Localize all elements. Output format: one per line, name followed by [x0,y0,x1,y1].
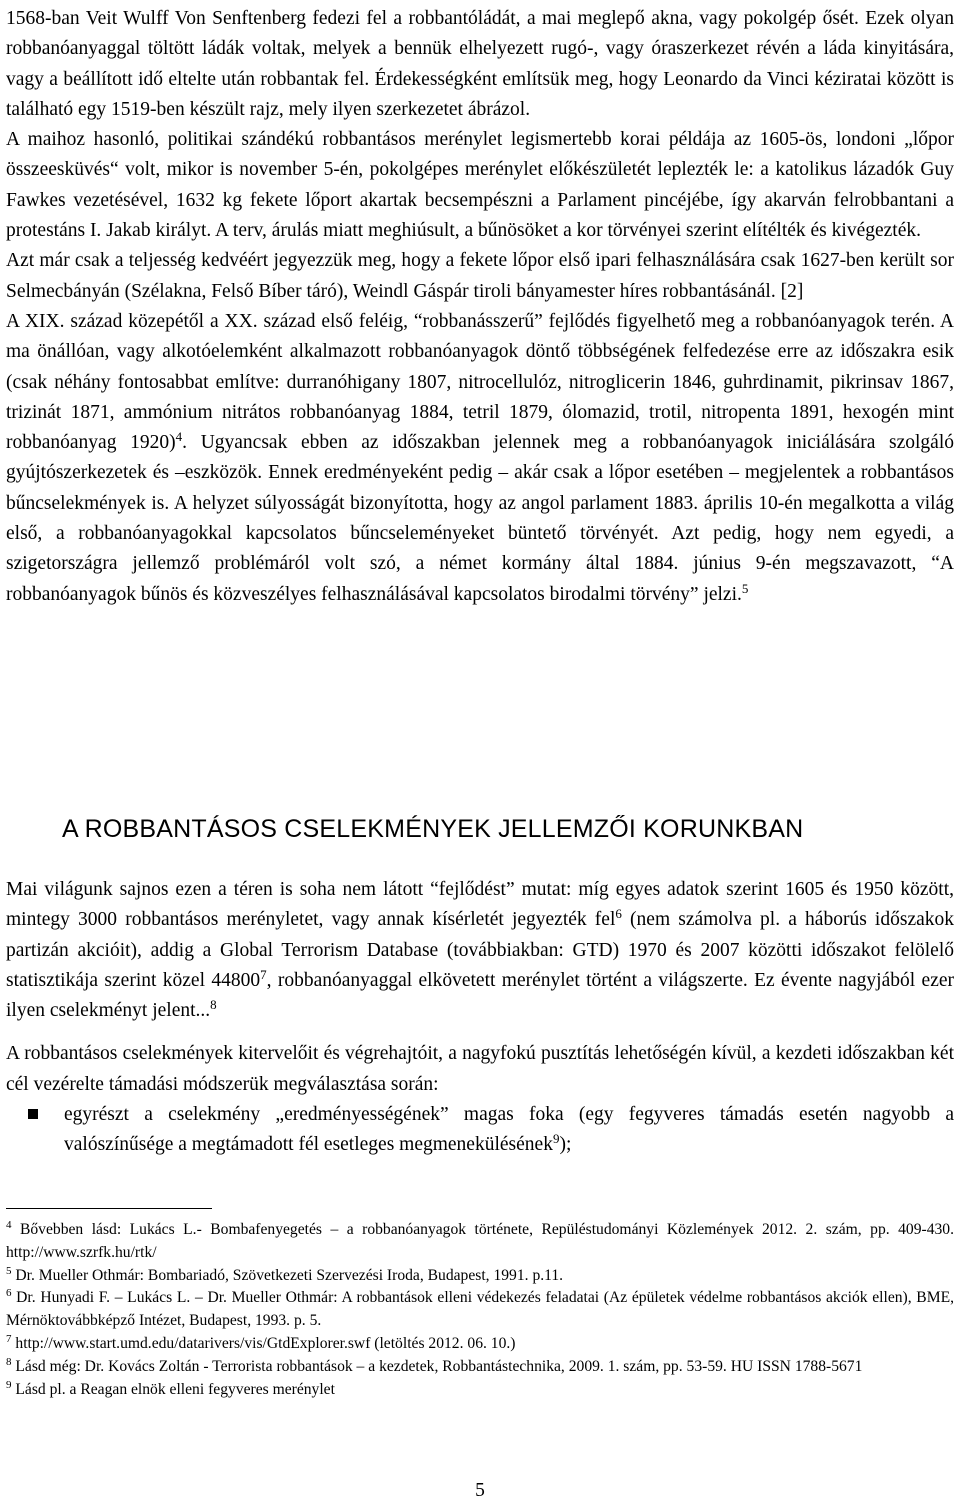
paragraph-19th-century: A XIX. század közepétől a XX. század első feléig, “robbanásszerű” fejlődés figyelhető meg a robbanóanyagok terén. A ma önállóan, vagy alkotóelemként alkalmazott robbanóanyagok döntő többségének felfedezése erre az időszakra esik (csak néhány fontosabbat említve: durranóhigany 1807, nitrocellulóz, nitroglicerin 1846, guhrdinamit, pikrinsav 1867, trizinát 1871, ammónium nitrátos robbanóanyag 1884, tetril 1879, ólomazid, trotil, nitropenta 1891, hexogén mint robbanóanyag 1920)$^4$. Ugyancsak ebben az időszakban jelennek meg a robbanóanyagok iniciálására szolgáló gyújtószerkezetek és –eszközök. Ennek eredményeként pedig – akár csak a lőpor esetében – megjelentek a robbantásos bűncselekmények is. A helyzet súlyosságát bizonyította, hogy az angol parlament 1883. április 10-én megalkotta a világ első, a robbanóanyagokkal kapcsolatos bűncseleményeket büntető törvényét. Azt pedig, hogy nem egyedi, a szigetországra jellemző problémáról volt szó, a német kormány által 1884. június 9-én megszavazott, “A robbanóanyagok bűnös és közveszélyes felhasználásával kapcsolatos birodalmi törvény” jelzi.$^5$ [6,310,955,605]
footnote-ref-5[interactable]: 5 [741,580,749,596]
footnote-9 [6,1379,954,1402]
footnote-number: 4 [6,1219,12,1231]
footnote-8 [6,1356,954,1379]
body-text-top [6,4,954,610]
footnote-text: Dr. Mueller Othmár: Bombariadó, Szövetkezeti Szervezési Iroda, Budapest, 1991. p.11. [11,1266,564,1284]
footnote-number: 8 [6,1355,12,1368]
footnote-text: http://www.start.umd.edu/datarivers/vis/GtdExplorer.swf (letöltés 2012. 06. 10.) [11,1334,516,1352]
paragraph-statistics: Mai világunk sajnos ezen a téren is soha nem látott “fejlődést” mutat: míg egyes adatok szerint 1605 és 1950 között, mintegy 3000 robbantásos merényletet, vagy annak kísérletét jegyezték fel$^6$ (nem számolva pl. a háborús időszakok partizán akcióit), addig a Global Terrorism Database (továbbiakban: GTD) 1970 és 2007 közötti időszakot felölelő statisztikája szerint közel 44800$^7$, robbanóanyaggal elkövetett merénylet történt a világszerte. Ez évente nagyjából ezer ilyen cselekményt jelent...$^8$ [6,879,955,1022]
footnote-text: Lásd pl. a Reagan elnök elleni fegyveres merénylet [11,1380,335,1398]
footnote-ref-6[interactable]: 6 [615,906,622,922]
square-bullet-icon [28,1109,38,1119]
paragraph-selmecbanya: Azt már csak a teljesség kedvéért jegyezzük meg, hogy a fekete lőpor első ipari felhasználására csak 1627-ben került sor Selmecbányán (Szélakna, Felső Bíber táró), Weindl Gáspár tiroli bányamester híres robbantásánál. [2] [6,250,954,302]
paragraph-motivations: A robbantásos cselekmények kitervelőit és végrehajtóit, a nagyfokú pusztítás lehetőségén kívül, a kezdeti időszakban két cél vezérelte támadási módszerük megválasztása során: [6,1043,954,1095]
footnote-ref-7[interactable]: 7 [260,966,267,982]
footnote-separator [6,1208,212,1209]
footnote-number: 6 [6,1287,12,1300]
footnote-4 [6,1219,954,1265]
bullet-item: egyrészt a cselekmény „eredményességének” magas foka (egy fegyveres támadás esetén nagyobb a valószínűsége a megtámadott fél esetleges megmenekülésének$^9$); [6,1100,954,1161]
body-text-section [6,875,954,1161]
page-number: 5 [475,1480,485,1501]
footnote-ref-9[interactable]: 9 [552,1131,560,1147]
footnote-number: 5 [6,1264,12,1277]
paragraph-senftenberg: 1568-ban Veit Wulff Von Senftenberg fedezi fel a robbantóládát, a mai meglepő akna, vagy pokolgép ősét. Ezek olyan robbanóanyaggal töltött ládák voltak, melyek a bennük elhelyezett rugó-, vagy óraszerkezet révén a láda kinyitására, vagy a beállított idő eltelte után robbantak fel. Érdekességként említsük meg, hogy Leonardo da Vinci kéziratai között is található egy 1519-ben készült rajz, mely ilyen szerkezetet ábrázol. [6,8,954,120]
footnote-5 [6,1265,954,1288]
footnotes [6,1219,954,1401]
footnote-ref-4[interactable]: 4 [175,429,183,445]
footnote-number: 9 [6,1378,12,1391]
footnote-text: Bővebben lásd: Lukács L.- Bombafenyegetés – a robbanóanyagok története, Repüléstudományi Közlemények 2012. 2. szám, pp. 409-430. http://www.szrfk.hu/rtk/ [6,1221,954,1261]
footnote-ref-8[interactable]: 8 [210,997,217,1013]
footnote-text: Dr. Hunyadi F. – Lukács L. – Dr. Mueller Othmár: A robbantások elleni védekezés feladatai (Az épületek védelme robbantásos akciók ellen), BME, Mérnöktovábbképző Intézet, Budapest, 1993. p. 5. [6,1289,954,1330]
paragraph-gunpowder-plot: A maihoz hasonló, politikai szándékú robbantásos merénylet legismertebb korai példája az 1605-ös, londoni „lőpor összeesküvés“ volt, mikor is november 5-én, pokolgépes merénylet előkészületét leplezték le: a katolikus lázadók Guy Fawkes vezetésével, 1632 kg fekete lőport akartak becsempészni a Parlament pincéjébe, így akarván felrobbantani a protestáns I. Jakab királyt. A terv, árulás miatt meghiúsult, a bűnösöket a kor törvényei szerint elítélték és kivégezték. [6,129,954,242]
section-heading: A ROBBANTÁSOS CSELEKMÉNYEK JELLEMZŐI KORUNKBAN [62,815,804,843]
footnote-6 [6,1287,954,1333]
footnote-text: Lásd még: Dr. Kovács Zoltán - Terrorista robbantások – a kezdetek, Robbantástechnika, 2009. 1. szám, pp. 53-59. HU ISSN 1788-5671 [11,1357,863,1375]
footnote-7 [6,1333,954,1356]
footnote-number: 7 [6,1332,12,1345]
